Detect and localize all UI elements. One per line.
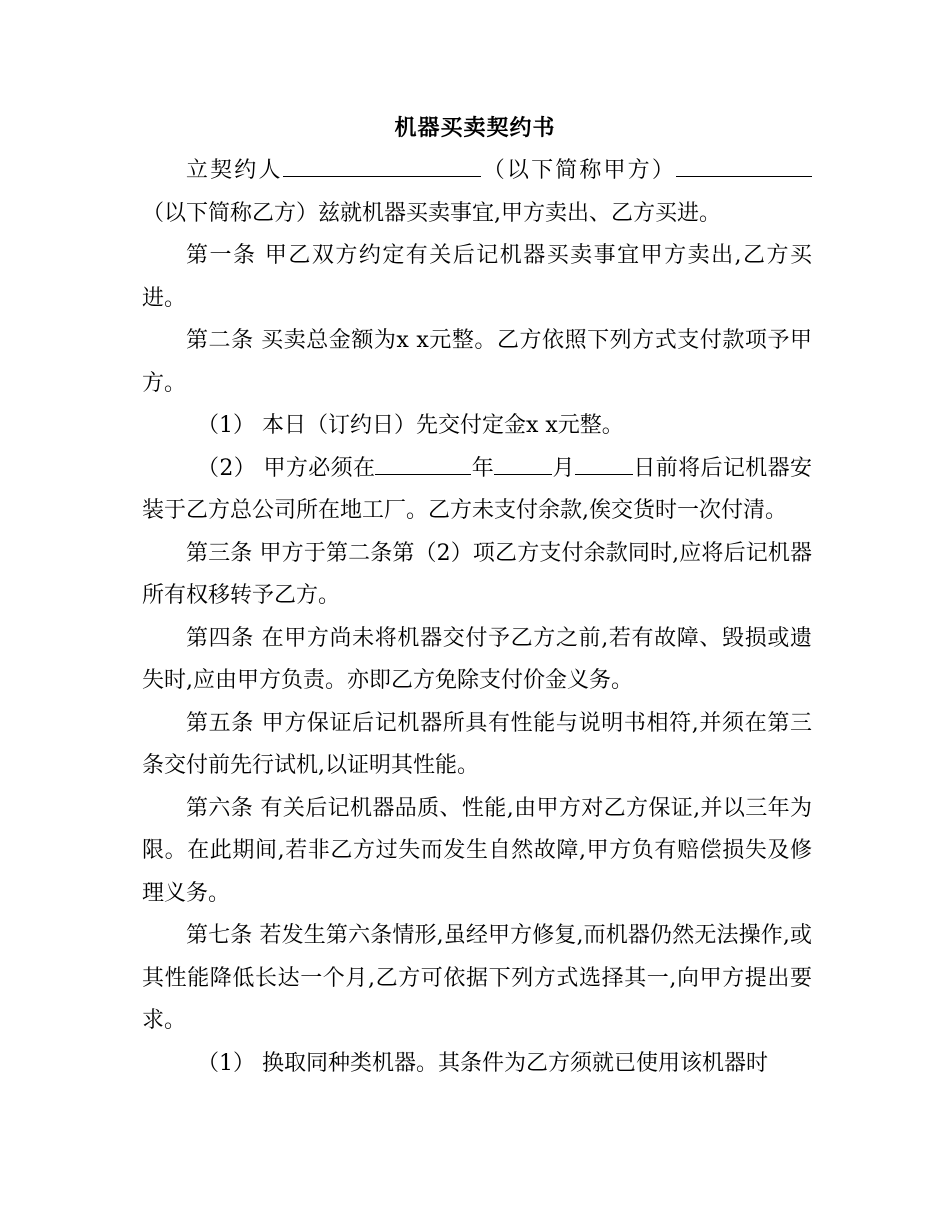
article-2-item-1: （1） 本日（订约日）先交付定金x x元整。 xyxy=(197,413,624,438)
article-2-item-2 xyxy=(142,448,812,533)
month-label: 月 xyxy=(552,455,575,481)
year-blank xyxy=(375,452,471,475)
party-b-blank xyxy=(676,154,812,177)
parties-paragraph xyxy=(142,150,812,235)
item-2-tail: 日前将后记机器安装于乙方总公司所在地工厂。乙方未支付余款,俟交货时一次付清。 xyxy=(142,455,812,523)
article-6: 第六条 有关后记机器品质、性能,由甲方对乙方保证,并以三年为限。在此期间,若非乙方过失而发生自然故障,甲方负有赔偿损失及修理义务。 xyxy=(142,795,812,906)
day-blank xyxy=(575,452,633,475)
document-title: 机器买卖契约书 xyxy=(394,115,556,141)
parties-tail: （以下简称乙方）兹就机器买卖事宜,甲方卖出、乙方买进。 xyxy=(142,200,721,226)
parties-lead: 立契约人 xyxy=(186,158,283,183)
year-label: 年 xyxy=(471,455,495,481)
document-body xyxy=(142,150,812,1085)
article-7: 第七条 若发生第六条情形,虽经甲方修复,而机器仍然无法操作,或其性能降低长达一个月,乙方可依据下列方式选择其一,向甲方提出要求。 xyxy=(142,923,812,1033)
article-2: 第二条 买卖总金额为x x元整。乙方依照下列方式支付款项予甲方。 xyxy=(142,328,812,396)
month-blank xyxy=(494,452,552,475)
article-4: 第四条 在甲方尚未将机器交付予乙方之前,若有故障、毁损或遗失时,应由甲方负责。亦即乙方免除支付价金义务。 xyxy=(142,625,812,693)
party-a-blank xyxy=(283,154,481,177)
article-7-item-1: （1） 换取同种类机器。其条件为乙方须就已使用该机器时 xyxy=(197,1050,768,1076)
parties-mid: （以下简称甲方） xyxy=(480,158,676,183)
article-3: 第三条 甲方于第二条第（2）项乙方支付余款同时,应将后记机器所有权移转予乙方。 xyxy=(142,540,812,608)
article-5: 第五条 甲方保证后记机器所具有性能与说明书相符,并须在第三条交付前先行试机,以证明其性能。 xyxy=(142,710,812,778)
article-1: 第一条 甲乙双方约定有关后记机器买卖事宜甲方卖出,乙方买进。 xyxy=(142,243,812,311)
item-2-lead: （2） 甲方必须在 xyxy=(197,455,376,481)
